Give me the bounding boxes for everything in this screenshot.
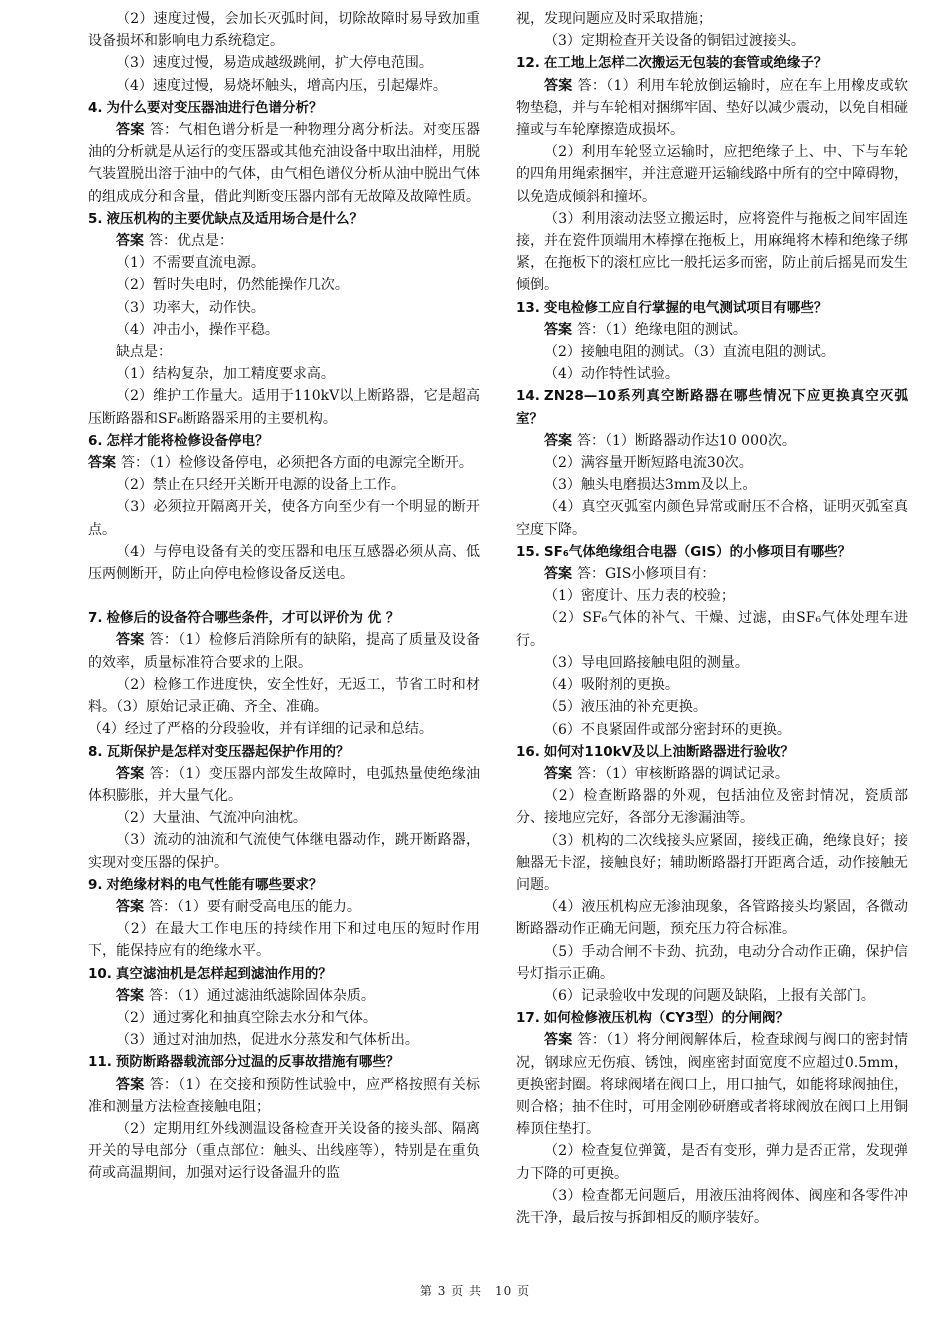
q15-answer xyxy=(516,563,908,585)
q14-item: （4）真空灭弧室内颜色异常或耐压不合格，证明灭弧室真空度下降。 xyxy=(516,499,908,538)
q5-title-text: 液压机构的主要优缺点及适用场合是什么？ xyxy=(106,210,364,227)
q5-item: （3）功率大，动作快。 xyxy=(116,299,265,316)
q5-cons-item: （1）结构复杂，加工精度要求高。 xyxy=(116,366,335,383)
q14-title xyxy=(516,385,908,429)
q9-title xyxy=(88,874,480,896)
q14-answer-text: 答：（1）断路器动作达10 000次。 xyxy=(577,432,796,449)
q10-item: （2）通过雾化和抽真空除去水分和气体。 xyxy=(116,1009,377,1026)
q10-answer xyxy=(88,985,480,1007)
q5-cons-item: （2）维护工作量大。适用于110kV以上断路器，它是超高压断路器和SF₆断路器采用的主要机构。 xyxy=(88,388,480,427)
answer-label: 答案 xyxy=(116,1076,145,1093)
q3-item-2: （2）速度过慢，会加长灭弧时间，切除故障时易导致加重设备损坏和影响电力系统稳定。 xyxy=(88,11,480,50)
answer-label: 答案 xyxy=(544,765,572,782)
q10-title xyxy=(88,963,480,985)
q12-title-text: 在工地上怎样二次搬运无包装的套管或绝缘子？ xyxy=(543,55,828,72)
q16-title-text: 如何对110kV及以上油断路器进行验收？ xyxy=(543,743,795,760)
answer-label: 答案 xyxy=(544,77,573,94)
q7-answer-text: 答：（1）检修后消除所有的缺陷，提高了质量及设备的效率，质量标准符合要求的上限。 xyxy=(88,632,481,671)
q7-answer xyxy=(88,629,480,673)
q5-number: 5. xyxy=(88,210,103,227)
q16-title xyxy=(516,741,908,763)
q4-answer xyxy=(88,119,480,208)
q8-number: 8. xyxy=(88,743,103,760)
q5-answer xyxy=(88,230,480,252)
answer-label: 答案 xyxy=(544,1032,573,1049)
q11-answer xyxy=(88,1074,480,1118)
q6-answer-text: 答：（1）检修设备停电，必须把各方面的电源完全断开。 xyxy=(121,455,473,472)
q8-answer-text: 答：（1）变压器内部发生故障时，电弧热量使绝缘油体积膨胀，并大量气化。 xyxy=(88,765,481,804)
q7-item: （2）检修工作进度快，安全性好，无返工，节省工时和材料。（3）原始记录正确、齐全、准确。 xyxy=(88,676,480,716)
q4-number: 4. xyxy=(88,99,103,116)
q15-item: （4）吸附剂的更换。 xyxy=(544,677,679,694)
q12-answer-text: 答：（1）利用车轮放倒运输时，应在车上用橡皮或软物垫稳，并与车轮相对捆绑牢固、垫好以减少震动，以免自相碰撞或与车轮摩擦造成损坏。 xyxy=(516,77,909,139)
q11-number: 11. xyxy=(88,1054,112,1071)
answer-label: 答案 xyxy=(116,122,145,139)
q17-title-text: 如何检修液压机构（CY3型）的分闸阀？ xyxy=(543,1010,789,1027)
q11-title-text: 预防断路器载流部分过温的反事故措施有哪些？ xyxy=(115,1054,400,1071)
answer-label: 答案 xyxy=(544,321,572,338)
q14-number: 14. xyxy=(516,388,540,405)
q14-item: （2）满容量开断短路电流30次。 xyxy=(544,455,753,472)
q7-title xyxy=(88,607,480,629)
q13-answer-text: 答：（1）绝缘电阻的测试。 xyxy=(577,321,747,338)
q14-item: （3）触头电磨损达3mm及以上。 xyxy=(544,477,757,494)
q16-answer xyxy=(516,763,908,785)
page-footer: 第 3 页 共 10 页 xyxy=(419,1284,531,1298)
answer-label: 答案 xyxy=(116,233,144,250)
q16-answer-text: 答：（1）审核断路器的调试记录。 xyxy=(577,765,789,782)
q9-answer xyxy=(88,896,480,918)
q7-title-text: 检修后的设备符合哪些条件，才可以评价为 优 ？ xyxy=(106,610,400,627)
q6-item: （4）与停电设备有关的变压器和电压互感器必须从高、低压两侧断开，防止向停电检修设备反送电。 xyxy=(88,543,480,583)
q16-item: （3）机构的二次线接头应紧固，接线正确，绝缘良好；接触器无卡涩，接触良好；辅助断路器打开距离合适，动作接触无问题。 xyxy=(516,832,908,893)
q11-title xyxy=(88,1051,480,1073)
q5-item: （2）暂时失电时，仍然能操作几次。 xyxy=(116,277,349,294)
q8-title xyxy=(88,741,480,763)
q4-title xyxy=(88,97,480,119)
answer-label: 答案 xyxy=(116,898,144,915)
q10-number: 10. xyxy=(88,965,112,982)
q8-item: （3）流动的油流和气流使气体继电器动作，跳开断路器，实现对变压器的保护。 xyxy=(88,832,480,871)
q16-item: （2）检查断路器的外观，包括油位及密封情况，瓷质部分、接地应完好，各部分无渗漏油等。 xyxy=(516,788,908,827)
q6-title-text: 怎样才能将检修设备停电？ xyxy=(106,432,269,449)
q17-number: 17. xyxy=(516,1010,540,1027)
answer-label: 答案 xyxy=(544,432,572,449)
q6-item: （2）禁止在只经开关断开电源的设备上工作。 xyxy=(116,477,405,494)
q17-item: （2）检查复位弹簧，是否有变形，弹力是否正常，发现弹力下降的可更换。 xyxy=(516,1143,908,1182)
q8-title-text: 瓦斯保护是怎样对变压器起保护作用的？ xyxy=(106,743,350,760)
q15-item: （2）SF₆气体的补气、干燥、过滤，由SF₆气体处理车进行。 xyxy=(516,610,908,649)
q5-cons-heading: 缺点是： xyxy=(116,344,172,361)
q16-item: （5）手动合闸不卡劲、抗劲，电动分合动作正确，保护信号灯指示正确。 xyxy=(516,943,908,982)
q7-item-last: （4）经过了严格的分段验收，并有详细的记录和总结。 xyxy=(88,721,433,738)
q13-answer xyxy=(516,319,908,341)
q16-number: 16. xyxy=(516,743,540,760)
q15-item: （6）不良紧固件或部分密封环的更换。 xyxy=(544,721,791,738)
q13-title xyxy=(516,297,908,319)
q17-item: （3）检查都无问题后，用液压油将阀体、阀座和各零件冲洗干净，最后按与拆卸相反的顺序装好。 xyxy=(516,1187,908,1226)
q13-item: （4）动作特性试验。 xyxy=(544,366,679,383)
q12-item: （2）利用车轮竖立运输时，应把绝缘子上、中、下与车轮的四角用绳索捆牢，并注意避开运输线路中所有的空中障碍物，以免造成倾斜和撞坏。 xyxy=(516,144,908,205)
q3-item-4: （4）速度过慢，易烧坏触头，增高内压，引起爆炸。 xyxy=(116,77,447,94)
q5-item: （1）不需要直流电源。 xyxy=(116,255,265,272)
q11-item: （3）定期检查开关设备的铜铝过渡接头。 xyxy=(544,33,805,50)
q17-answer-text: 答：（1）将分闸阀解体后，检查球阀与阀口的密封情况，钢球应无伤痕、锈蚀，阀座密封面宽度不应超过0.5mm，更换密封圈。将球阀堵在阀口上，用口抽气，如能将球阀抽住，则合格；抽不住时，可用金刚砂研磨或者将球阀放在阀口上用铜棒顶住垫打。 xyxy=(516,1032,909,1138)
left-column xyxy=(88,8,480,1185)
q6-item: （3）必须拉开隔离开关，使各方向至少有一个明显的断开点。 xyxy=(88,499,480,538)
q8-item: （2）大量油、气流冲向油枕。 xyxy=(116,810,307,827)
q10-title-text: 真空滤油机是怎样起到滤油作用的？ xyxy=(115,965,332,982)
q11-continued: 视，发现问题应及时采取措施； xyxy=(516,11,712,27)
q15-title-text: SF₆气体绝缘组合电器（GIS）的小修项目有哪些？ xyxy=(543,543,852,560)
q11-answer-text: 答：（1）在交接和预防性试验中，应严格按照有关标准和测量方法检查接触电阻； xyxy=(88,1076,481,1115)
q14-answer xyxy=(516,430,908,452)
q10-item: （3）通过对油加热，促进水分蒸发和气体析出。 xyxy=(116,1032,419,1049)
answer-label: 答案 xyxy=(88,455,116,472)
q13-title-text: 变电检修工应自行掌握的电气测试项目有哪些？ xyxy=(543,299,828,316)
q12-title xyxy=(516,52,908,74)
q4-title-text: 为什么要对变压器油进行色谱分析？ xyxy=(106,99,323,116)
answer-label: 答案 xyxy=(544,566,572,583)
q15-item: （3）导电回路接触电阻的测量。 xyxy=(544,654,749,671)
q17-answer xyxy=(516,1029,908,1140)
q11-item: （2）定期用红外线测温设备检查开关设备的接头部、隔离开关的导电部分（重点部位：触头、出线座等），特别是在重负荷或高温期间，加强对运行设备温升的监 xyxy=(88,1120,480,1182)
q4-answer-text: 答：气相色谱分析是一种物理分离分析法。对变压器油的分析就是从运行的变压器或其他充油设备中取出油样，用脱气装置脱出溶于油中的气体，由气相色谱仪分析从油中脱出气体的组成成分和含量，借此判断变压器内部有无故障及故障性质。 xyxy=(88,122,480,205)
q7-number: 7. xyxy=(88,610,103,627)
right-column xyxy=(516,8,908,1229)
q12-answer xyxy=(516,75,908,142)
q9-title-text: 对绝缘材料的电气性能有哪些要求？ xyxy=(106,876,323,893)
q5-item: （4）冲击小，操作平稳。 xyxy=(116,321,279,338)
answer-label: 答案 xyxy=(116,765,145,782)
answer-label: 答案 xyxy=(116,987,144,1004)
q15-item: （1）密度计、压力表的校验； xyxy=(544,588,735,605)
q5-title xyxy=(88,208,480,230)
q17-title xyxy=(516,1007,908,1029)
q3-item-3: （3）速度过慢，易造成越级跳闸，扩大停电范围。 xyxy=(116,55,433,72)
q15-answer-text: 答：GIS小修项目有： xyxy=(577,566,716,583)
q16-item: （4）液压机构应无渗油现象，各管路接头均紧固，各微动断路器动作正确无问题，预充压力符合标准。 xyxy=(516,899,908,938)
q13-item: （2）接触电阻的测试。（3）直流电阻的测试。 xyxy=(544,344,835,361)
q12-item: （3）利用滚动法竖立搬运时，应将瓷件与拖板之间牢固连接，并在瓷件顶端用木棒撑在拖板上，用麻绳将木棒和绝缘子绑紧，在拖板下的滚杠应比一般托运多而密，防止前后摇晃而发生倾倒。 xyxy=(516,210,908,294)
q9-item: （2）在最大工作电压的持续作用下和过电压的短时作用下，能保持应有的绝缘水平。 xyxy=(88,921,480,960)
q6-answer xyxy=(88,452,480,474)
q10-answer-text: 答：（1）通过滤油纸滤除固体杂质。 xyxy=(149,987,375,1004)
q15-title xyxy=(516,541,908,563)
q9-number: 9. xyxy=(88,876,103,893)
q9-answer-text: 答：（1）要有耐受高电压的能力。 xyxy=(149,898,361,915)
q6-number: 6. xyxy=(88,432,103,449)
q16-item: （6）记录验收中发现的问题及缺陷，上报有关部门。 xyxy=(544,987,875,1004)
q14-title-text: ZN28—10系列真空断路器在哪些情况下应更换真空灭弧室？ xyxy=(516,388,908,427)
q12-number: 12. xyxy=(516,55,540,72)
q5-answer-text: 答：优点是： xyxy=(149,233,233,250)
answer-label: 答案 xyxy=(116,632,145,649)
q15-number: 15. xyxy=(516,543,540,560)
spacer xyxy=(88,585,480,607)
q8-answer xyxy=(88,763,480,807)
q6-title xyxy=(88,430,480,452)
q15-item: （5）液压油的补充更换。 xyxy=(544,699,707,716)
q13-number: 13. xyxy=(516,299,540,316)
